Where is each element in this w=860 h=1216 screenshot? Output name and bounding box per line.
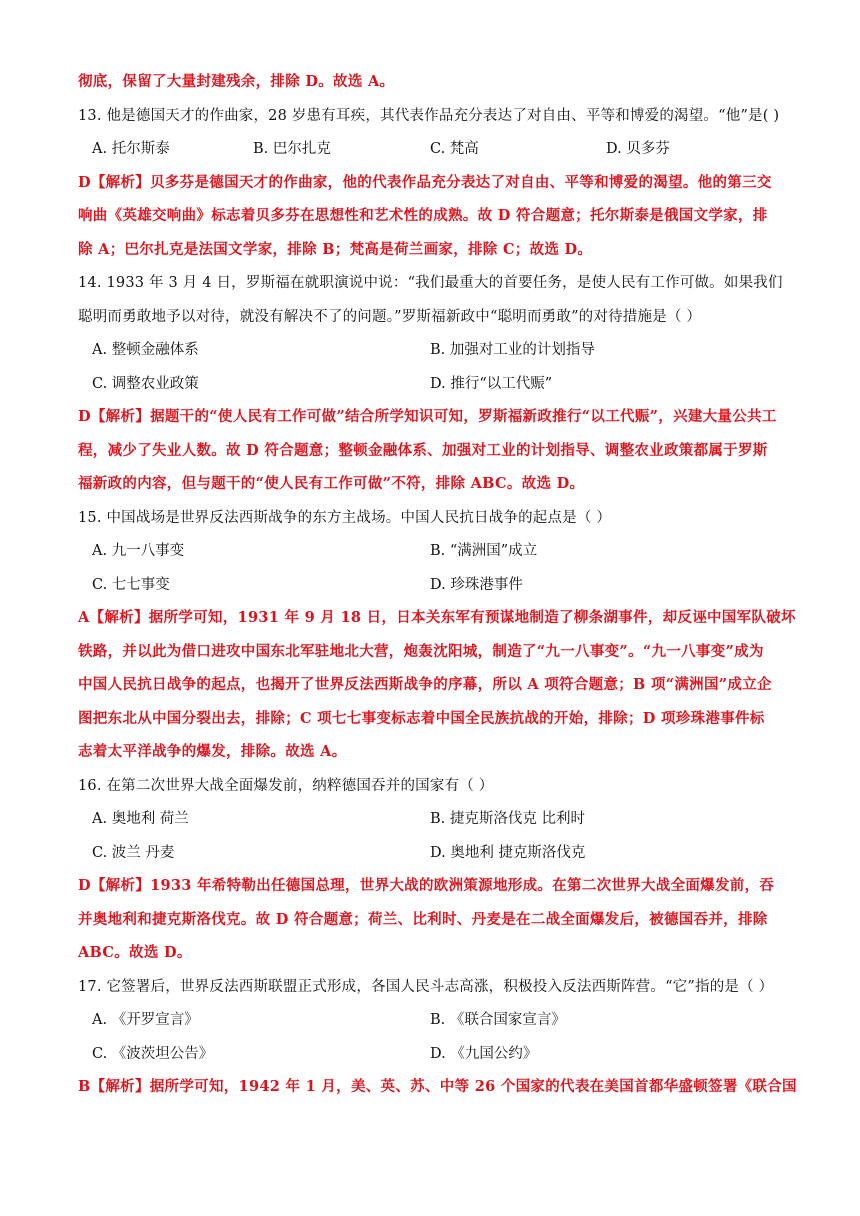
answer-analysis-line: 志着太平洋战争的爆发，排除。故选 A。 [78, 743, 347, 760]
answer-analysis-line: B【解析】据所学可知，1942 年 1 月，美、英、苏、中等 26 个国家的代表在美国首都华盛顿签署《联合国 [78, 1078, 797, 1095]
answer-option: C. 梵高 [430, 141, 479, 157]
answer-option: C. 七七事变 [92, 576, 170, 593]
answer-option: A. 托尔斯泰 [92, 141, 170, 157]
answer-analysis-line: 铁路，并以此为借口进攻中国东北军驻地北大营，炮轰沈阳城，制造了“九一八事变”。“九一八事变”成为 [78, 642, 764, 660]
answer-analysis-line: 并奥地利和捷克斯洛伐克。故 D 符合题意；荷兰、比利时、丹麦是在二战全面爆发后，被德国吞并，排除 [78, 910, 768, 928]
answer-analysis-line: 彻底，保留了大量封建残余，排除 D。故选 A。 [78, 73, 395, 90]
answer-option: A. 《开罗宣言》 [92, 1012, 199, 1028]
question-stem: 13. 他是德国天才的作曲家，28 岁患有耳疾，其代表作品充分表达了对自由、平等和博爱的渴望。“他”是( ) [78, 107, 780, 124]
answer-option: C. 调整农业政策 [92, 375, 199, 392]
answer-option: B. 《联合国家宣言》 [430, 1012, 566, 1028]
answer-analysis-line: D【解析】贝多芬是德国天才的作曲家，他的代表作品充分表达了对自由、平等和博爱的渴望。他的第三交 [78, 173, 772, 191]
question-stem: 17. 它签署后，世界反法西斯联盟正式形成，各国人民斗志高涨，积极投入反法西斯阵营。“它”指的是（ ） [78, 978, 774, 995]
answer-analysis-line: 除 A；巴尔扎克是法国文学家，排除 B；梵高是荷兰画家，排除 C；故选 D。 [78, 240, 593, 258]
answer-option: C. 《波茨坦公告》 [92, 1045, 214, 1062]
answer-option: B. 捷克斯洛伐克 比利时 [430, 811, 585, 827]
answer-option: D. 《九国公约》 [430, 1045, 538, 1062]
answer-option: C. 波兰 丹麦 [92, 844, 175, 861]
answer-analysis-line: 中国人民抗日战争的起点，也揭开了世界反法西斯战争的序幕，所以 A 项符合题意；B 项“满洲国”成立企 [78, 676, 772, 693]
answer-analysis-line: 福新政的内容，但与题干的“使人民有工作可做”不符，排除 ABC。故选 D。 [78, 475, 585, 492]
question-stem: 14. 1933 年 3 月 4 日，罗斯福在就职演说中说：“我们最重大的首要任务，是使人民有工作可做。如果我们 [78, 275, 783, 291]
answer-analysis-line: 程，减少了失业人数。故 D 符合题意；整顿金融体系、加强对工业的计划指导、调整农业政策都属于罗斯 [78, 441, 768, 459]
answer-analysis-line: 图把东北从中国分裂出去，排除；C 项七七事变标志着中国全民族抗战的开始，排除；D 项珍珠港事件标 [78, 709, 765, 727]
answer-option: D. 奥地利 捷克斯洛伐克 [430, 844, 586, 861]
question-stem: 15. 中国战场是世界反法西斯战争的东方主战场。中国人民抗日战争的起点是（ ） [78, 509, 612, 526]
answer-option: D. 珍珠港事件 [430, 576, 523, 593]
answer-analysis-line: D【解析】据题干的“使人民有工作可做”结合所学知识可知，罗斯福新政推行“以工代赈”，兴建大量公共工 [78, 408, 777, 425]
answer-option: B. 加强对工业的计划指导 [430, 342, 595, 358]
answer-option: A. 奥地利 荷兰 [92, 811, 189, 827]
answer-option: D. 贝多芬 [606, 141, 670, 157]
answer-option: A. 九一八事变 [92, 543, 185, 559]
question-stem: 16. 在第二次世界大战全面爆发前，纳粹德国吞并的国家有（ ） [78, 777, 494, 794]
answer-option: A. 整顿金融体系 [92, 342, 199, 358]
answer-option: B. 巴尔扎克 [253, 141, 331, 157]
answer-analysis-line: A【解析】据所学可知，1931 年 9 月 18 日，日本关东军有预谋地制造了柳条湖事件，却反诬中国军队破坏 [78, 609, 796, 626]
question-stem: 聪明而勇敢地予以对待，就没有解决不了的问题。”罗斯福新政中“聪明而勇敢”的对待措施是（ ） [78, 308, 702, 325]
answer-option: D. 推行“以工代赈” [430, 375, 553, 392]
answer-analysis-line: ABC。故选 D。 [78, 944, 192, 961]
answer-analysis-line: D【解析】1933 年希特勒出任德国总理，世界大战的欧洲策源地形成。在第二次世界大战全面爆发前，吞 [78, 877, 775, 894]
answer-analysis-line: 响曲《英雄交响曲》标志着贝多芬在思想性和艺术性的成熟。故 D 符合题意；托尔斯泰是俄国文学家，排 [78, 207, 768, 224]
answer-option: B. “满洲国”成立 [430, 543, 538, 559]
